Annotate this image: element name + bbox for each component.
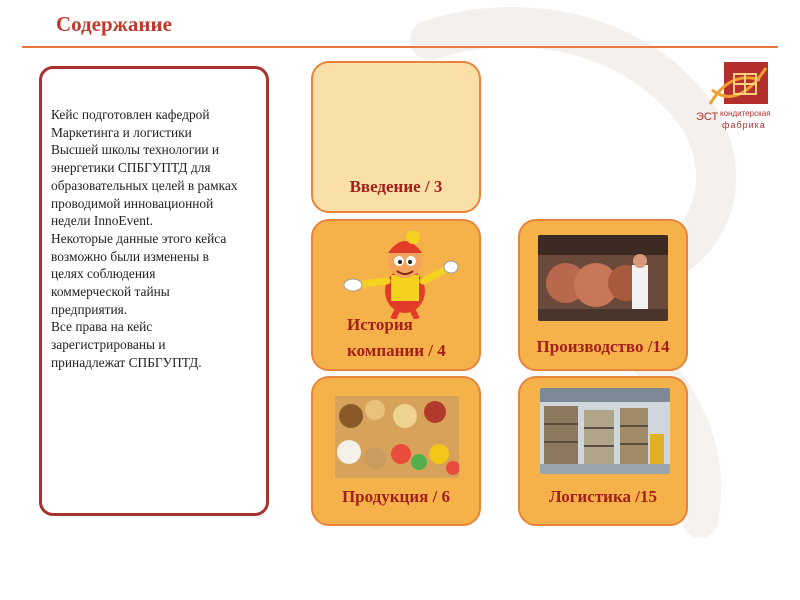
intro-line: Высшей школы технологии и xyxy=(51,142,220,158)
intro-line: предприятия. xyxy=(51,301,128,317)
intro-paragraph xyxy=(51,106,265,372)
intro-line: коммерческой тайны xyxy=(51,284,170,300)
factory-photo xyxy=(538,235,668,321)
intro-line: Некоторые данные этого кейса xyxy=(51,230,227,246)
tile-production-label: Производство /14 xyxy=(536,337,670,356)
tile-introduction-label: Введение / 3 xyxy=(349,177,443,196)
tile-products-label: Продукция / 6 xyxy=(341,487,451,506)
tile-products[interactable] xyxy=(311,376,481,526)
tile-company-history[interactable] xyxy=(311,219,481,371)
page-title: Содержание xyxy=(56,12,172,36)
title-divider xyxy=(22,46,778,48)
intro-line: Кейс подготовлен кафедрой xyxy=(51,107,210,122)
intro-line: возможно были изменены в xyxy=(51,248,209,264)
tile-company-history-line1: История xyxy=(347,315,413,334)
intro-text-panel xyxy=(39,66,269,516)
tile-production[interactable] xyxy=(518,219,688,371)
intro-line: проводимой инновационной xyxy=(51,195,214,211)
svg-text:ЭСТ: ЭСТ xyxy=(696,111,719,123)
tile-introduction[interactable] xyxy=(311,61,481,213)
tile-company-history-label xyxy=(347,312,479,364)
svg-text:фабрика: фабрика xyxy=(722,120,766,130)
svg-text:кондитерская: кондитерская xyxy=(720,109,771,118)
mascot-image xyxy=(343,231,463,319)
tile-logistics-label: Логистика /15 xyxy=(549,487,657,506)
intro-line: энергетики СПБГУПТД для xyxy=(51,160,211,176)
tile-logistics[interactable] xyxy=(518,376,688,526)
intro-line: целях соблюдения xyxy=(51,266,156,282)
intro-line: недели InnoEvent. xyxy=(51,213,154,229)
intro-line: Все права на кейс xyxy=(51,319,153,335)
intro-line: Маркетинга и логистики xyxy=(51,124,192,140)
warehouse-photo xyxy=(540,388,670,474)
tile-company-history-line2: компании / 4 xyxy=(347,341,446,360)
sweets-photo xyxy=(335,396,459,478)
intro-line: зарегистрированы и xyxy=(51,337,166,353)
intro-line: образовательных целей в рамках xyxy=(51,177,238,193)
intro-line: принадлежат СПБГУПТД. xyxy=(51,354,202,370)
company-logo xyxy=(690,60,780,140)
